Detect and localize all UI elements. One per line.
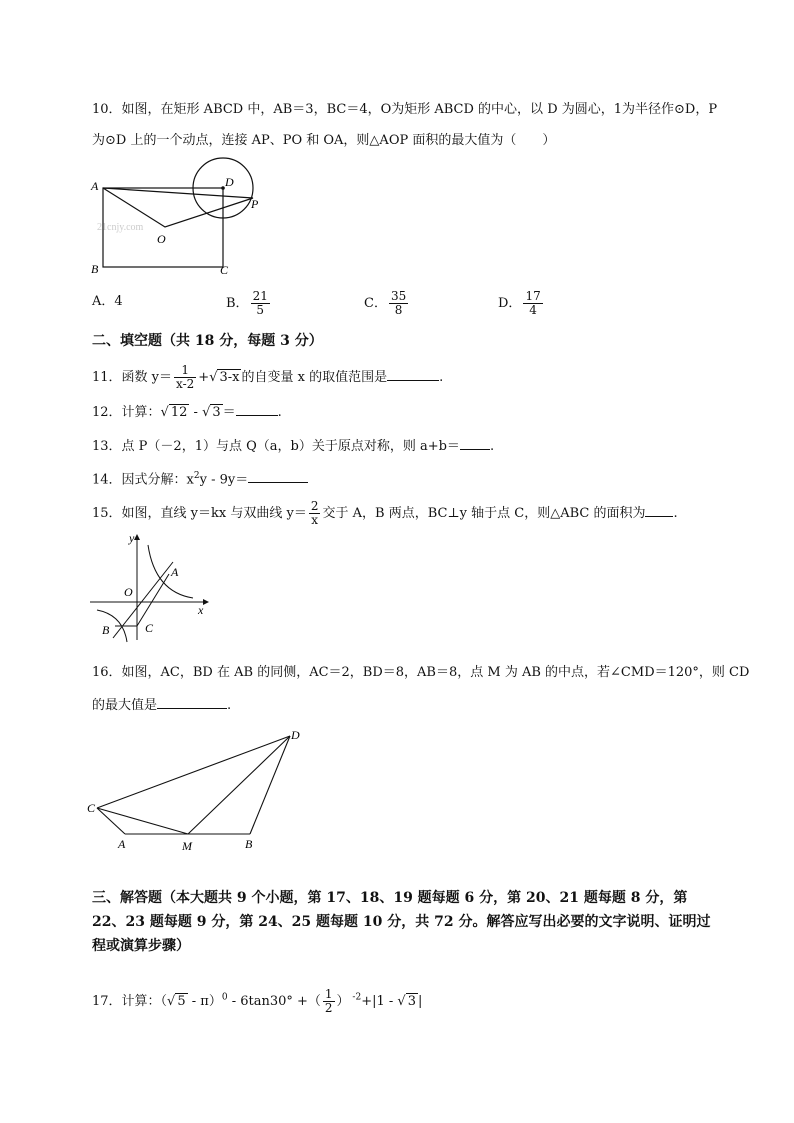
question-10-line-2: 为⊙D 上的一个动点，连接 AP、PO 和 OA，则△AOP 面积的最大值为（ ） — [92, 133, 556, 148]
answer-blank-11 — [387, 367, 439, 381]
option-b: B． $\frac{21}{5}$ — [226, 289, 268, 317]
question-10-line-1: 10．如图，在矩形 ABCD 中，AB＝3，BC＝4，O为矩形 ABCD 的中心，以 D 为圆心，1为半径作⊙D，P — [92, 102, 718, 117]
label-b: B — [245, 837, 253, 851]
y-axis-arrow — [134, 534, 140, 540]
question-12: 12．计算：√ 12 - √ 3 ＝ . — [92, 402, 282, 422]
question-16-line-1: 16．如图，AC，BD 在 AB 的同侧，AC＝2，BD＝8，AB＝8，点 M 为 AB 的中点，若∠CMD＝120°，则 CD — [92, 665, 750, 680]
segment-bd — [250, 736, 290, 834]
question-11: 11．函数 y＝ $\frac{1}{x-2}$ +√ 3-x 的自变量 x 的取值范围是 . — [92, 363, 444, 391]
answer-blank-14 — [248, 469, 308, 483]
label-a: A — [91, 179, 99, 193]
label-a: A — [118, 837, 126, 851]
option-d: D． $\frac{17}{4}$ — [498, 289, 541, 317]
label-x: x — [198, 603, 204, 617]
answer-blank-13 — [460, 436, 490, 450]
segment-ca — [137, 574, 169, 626]
question-17: 17．计算：（√ 5 - π）$^0$ - 6tan30° +（ $\frac{1}{2}$ ） $^{-2}$+|1 - √ 3 | — [92, 987, 423, 1015]
answer-blank-16 — [157, 695, 227, 709]
question-10-figure — [85, 152, 275, 282]
x-axis-arrow — [203, 599, 209, 605]
label-y: y — [129, 531, 135, 545]
label-p: P — [251, 197, 259, 211]
question-16-line-2: 的最大值是 . — [92, 695, 231, 715]
label-d: D — [225, 175, 234, 189]
label-o: O — [157, 232, 166, 246]
label-b: B — [102, 623, 110, 637]
line-y-kx — [113, 562, 173, 638]
label-b: B — [91, 262, 99, 276]
label-m: M — [182, 839, 192, 853]
question-15: 15．如图，直线 y＝kx 与双曲线 y＝ $\frac{2}{x}$ 交于 A，B 两点，BC⊥y 轴于点 C，则△ABC 的面积为 . — [92, 499, 678, 527]
option-c: C． $\frac{35}{8}$ — [364, 289, 407, 317]
question-16-figure — [85, 724, 315, 854]
answer-blank-15 — [645, 503, 673, 517]
answer-blank-12 — [236, 402, 278, 416]
segment-md — [188, 736, 290, 834]
question-13: 13．点 P（－2，1）与点 Q（a，b）关于原点对称，则 a+b＝ . — [92, 436, 494, 456]
question-14: 14．因式分解：$x^2y - 9y=$ — [92, 467, 308, 489]
question-15-figure — [85, 530, 215, 645]
label-c: C — [145, 621, 154, 635]
section-2-title: 二、填空题（共 18 分，每题 3 分） — [92, 333, 323, 349]
label-o: O — [124, 585, 133, 599]
section-3-title: 三、解答题（本大题共 9 个小题，第 17、18、19 题每题 6 分，第 20、21 题每题 8 分，第 22、23 题每题 9 分，第 24、25 题每题 10 分，共 72 分。解答应写出必要的文字说明、证明过程或演算步骤） — [92, 890, 711, 954]
figure-watermark: 21cnjy.com — [97, 222, 144, 233]
label-c: C — [220, 263, 229, 277]
label-c: C — [87, 801, 96, 815]
segment-cd — [97, 736, 290, 808]
label-a: A — [171, 565, 179, 579]
label-d: D — [291, 728, 300, 742]
option-a: A．4 — [92, 294, 123, 309]
